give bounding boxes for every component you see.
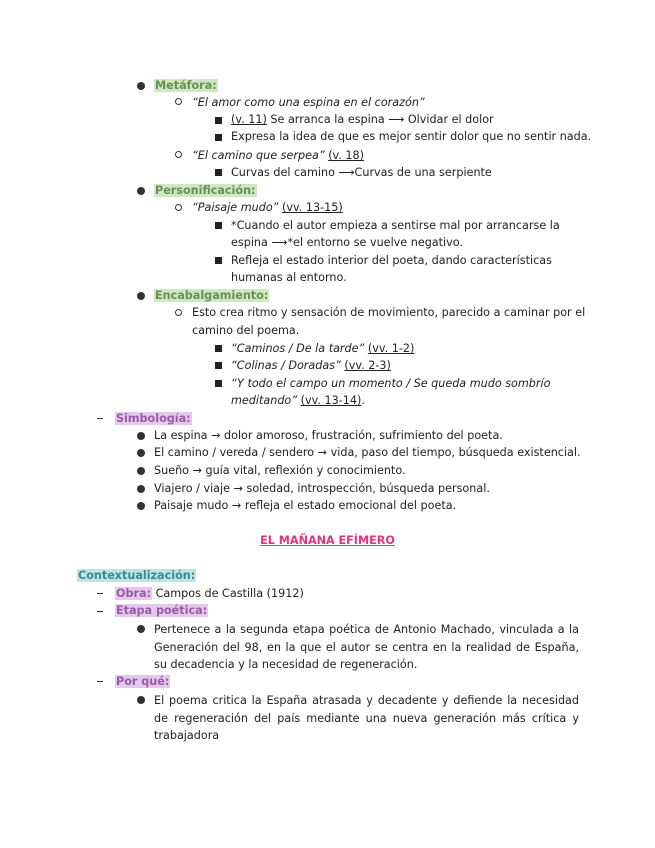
square-bullet-icon bbox=[215, 380, 222, 387]
simbologia-item: El camino / vereda / sendero → vida, paso del tiempo, búsqueda existencial. bbox=[154, 446, 581, 459]
square-bullet-icon bbox=[215, 345, 222, 352]
encabalgamiento-desc-cont: camino del poema. bbox=[192, 324, 300, 337]
square-bullet-icon bbox=[215, 362, 222, 369]
verse-ref: (v. 18) bbox=[328, 149, 365, 162]
obra-label: Obra: bbox=[116, 587, 152, 600]
etapa-heading: Etapa poética: bbox=[116, 604, 208, 617]
encabalgamiento-desc: Esto crea ritmo y sensación de movimiento, parecido a caminar por el bbox=[192, 306, 586, 319]
porque-text: El poema critica la España atrasada y decadente y defiende la necesidad de regeneración del país mediante una nueva generación más crítica y trabajadora bbox=[154, 694, 579, 743]
square-bullet-icon bbox=[215, 117, 222, 124]
dash-bullet-icon bbox=[97, 418, 103, 419]
encabalgamiento-example: “Colinas / Doradas” (vv. 2-3) bbox=[231, 359, 391, 372]
verse-ref: (vv. 13-15) bbox=[282, 201, 343, 214]
verse-ref: (v. 11) bbox=[231, 113, 267, 126]
bullet-icon bbox=[137, 449, 145, 457]
porque-heading: Por qué: bbox=[116, 675, 170, 688]
section-title: EL MAÑANA EFÍMERO bbox=[260, 534, 395, 547]
encabalgamiento-example: “Caminos / De la tarde” (vv. 1-2) bbox=[231, 342, 415, 355]
verse-ref: (vv. 1-2) bbox=[367, 342, 415, 355]
bullet-icon bbox=[137, 467, 145, 475]
dash-bullet-icon bbox=[97, 611, 103, 612]
etapa-text: Pertenece a la segunda etapa poética de Antonio Machado, vinculada a la Generación del 98, en la que el autor se centra en la realidad de España, su decadencia y la necesidad de regeneración. bbox=[154, 623, 579, 672]
encabalgamiento-example-cont: meditando” (vv. 13-14). bbox=[231, 394, 365, 407]
bullet-icon bbox=[137, 432, 145, 440]
verse-ref: (vv. 13-14) bbox=[300, 394, 362, 407]
bullet-icon bbox=[137, 485, 145, 493]
simbologia-item: Viajero / viaje → soledad, introspección, búsqueda personal. bbox=[154, 482, 490, 495]
bullet-icon bbox=[137, 292, 145, 300]
square-bullet-icon bbox=[215, 134, 222, 141]
simbologia-item: Sueño → guía vital, reflexión y conocimiento. bbox=[154, 464, 406, 477]
simbologia-item: Paisaje mudo → refleja el estado emocional del poeta. bbox=[154, 499, 457, 512]
encabalgamiento-heading: Encabalgamiento: bbox=[155, 289, 269, 302]
square-bullet-icon bbox=[215, 257, 222, 264]
encabalgamiento-example: “Y todo el campo un momento / Se queda mudo sombrío bbox=[231, 377, 551, 390]
obra-value: Campos de Castilla (1912) bbox=[152, 587, 304, 600]
metafora-heading: Metáfora: bbox=[155, 79, 217, 92]
bullet-icon bbox=[137, 502, 145, 510]
simbologia-heading: Simbología: bbox=[116, 412, 191, 425]
bullet-icon bbox=[137, 696, 145, 704]
simbologia-item: La espina → dolor amoroso, frustración, sufrimiento del poeta. bbox=[154, 429, 503, 442]
contexto-heading: Contextualización: bbox=[78, 569, 196, 582]
personificacion-item: Refleja el estado interior del poeta, dando características bbox=[231, 254, 552, 267]
ring-bullet-icon bbox=[175, 204, 182, 211]
personificacion-item-cont: humanas al entorno. bbox=[231, 271, 347, 284]
dash-bullet-icon bbox=[97, 593, 103, 594]
metafora-item: Curvas del camino ⟶Curvas de una serpiente bbox=[231, 166, 492, 179]
metafora-quote-1: “El amor como una espina en el corazón” bbox=[192, 96, 425, 109]
personificacion-heading: Personificación: bbox=[155, 184, 256, 197]
bullet-icon bbox=[137, 187, 145, 195]
verse-ref: (vv. 2-3) bbox=[344, 359, 391, 372]
dash-bullet-icon bbox=[97, 681, 103, 682]
personificacion-quote: “Paisaje mudo” (vv. 13-15) bbox=[192, 201, 343, 214]
metafora-item: Expresa la idea de que es mejor sentir dolor que no sentir nada. bbox=[231, 130, 592, 143]
bullet-icon bbox=[137, 82, 145, 90]
square-bullet-icon bbox=[215, 169, 222, 176]
metafora-quote-2: “El camino que serpea” (v. 18) bbox=[192, 149, 365, 162]
ring-bullet-icon bbox=[175, 309, 182, 316]
ring-bullet-icon bbox=[175, 98, 182, 105]
square-bullet-icon bbox=[215, 222, 222, 229]
obra-line bbox=[115, 586, 304, 601]
metafora-item: (v. 11) Se arranca la espina ⟶ Olvidar el dolor bbox=[231, 113, 494, 126]
personificacion-item-cont: espina ⟶*el entorno se vuelve negativo. bbox=[231, 236, 463, 249]
bullet-icon bbox=[137, 625, 145, 633]
personificacion-item: *Cuando el autor empieza a sentirse mal por arrancarse la bbox=[231, 219, 560, 232]
ring-bullet-icon bbox=[175, 151, 182, 158]
